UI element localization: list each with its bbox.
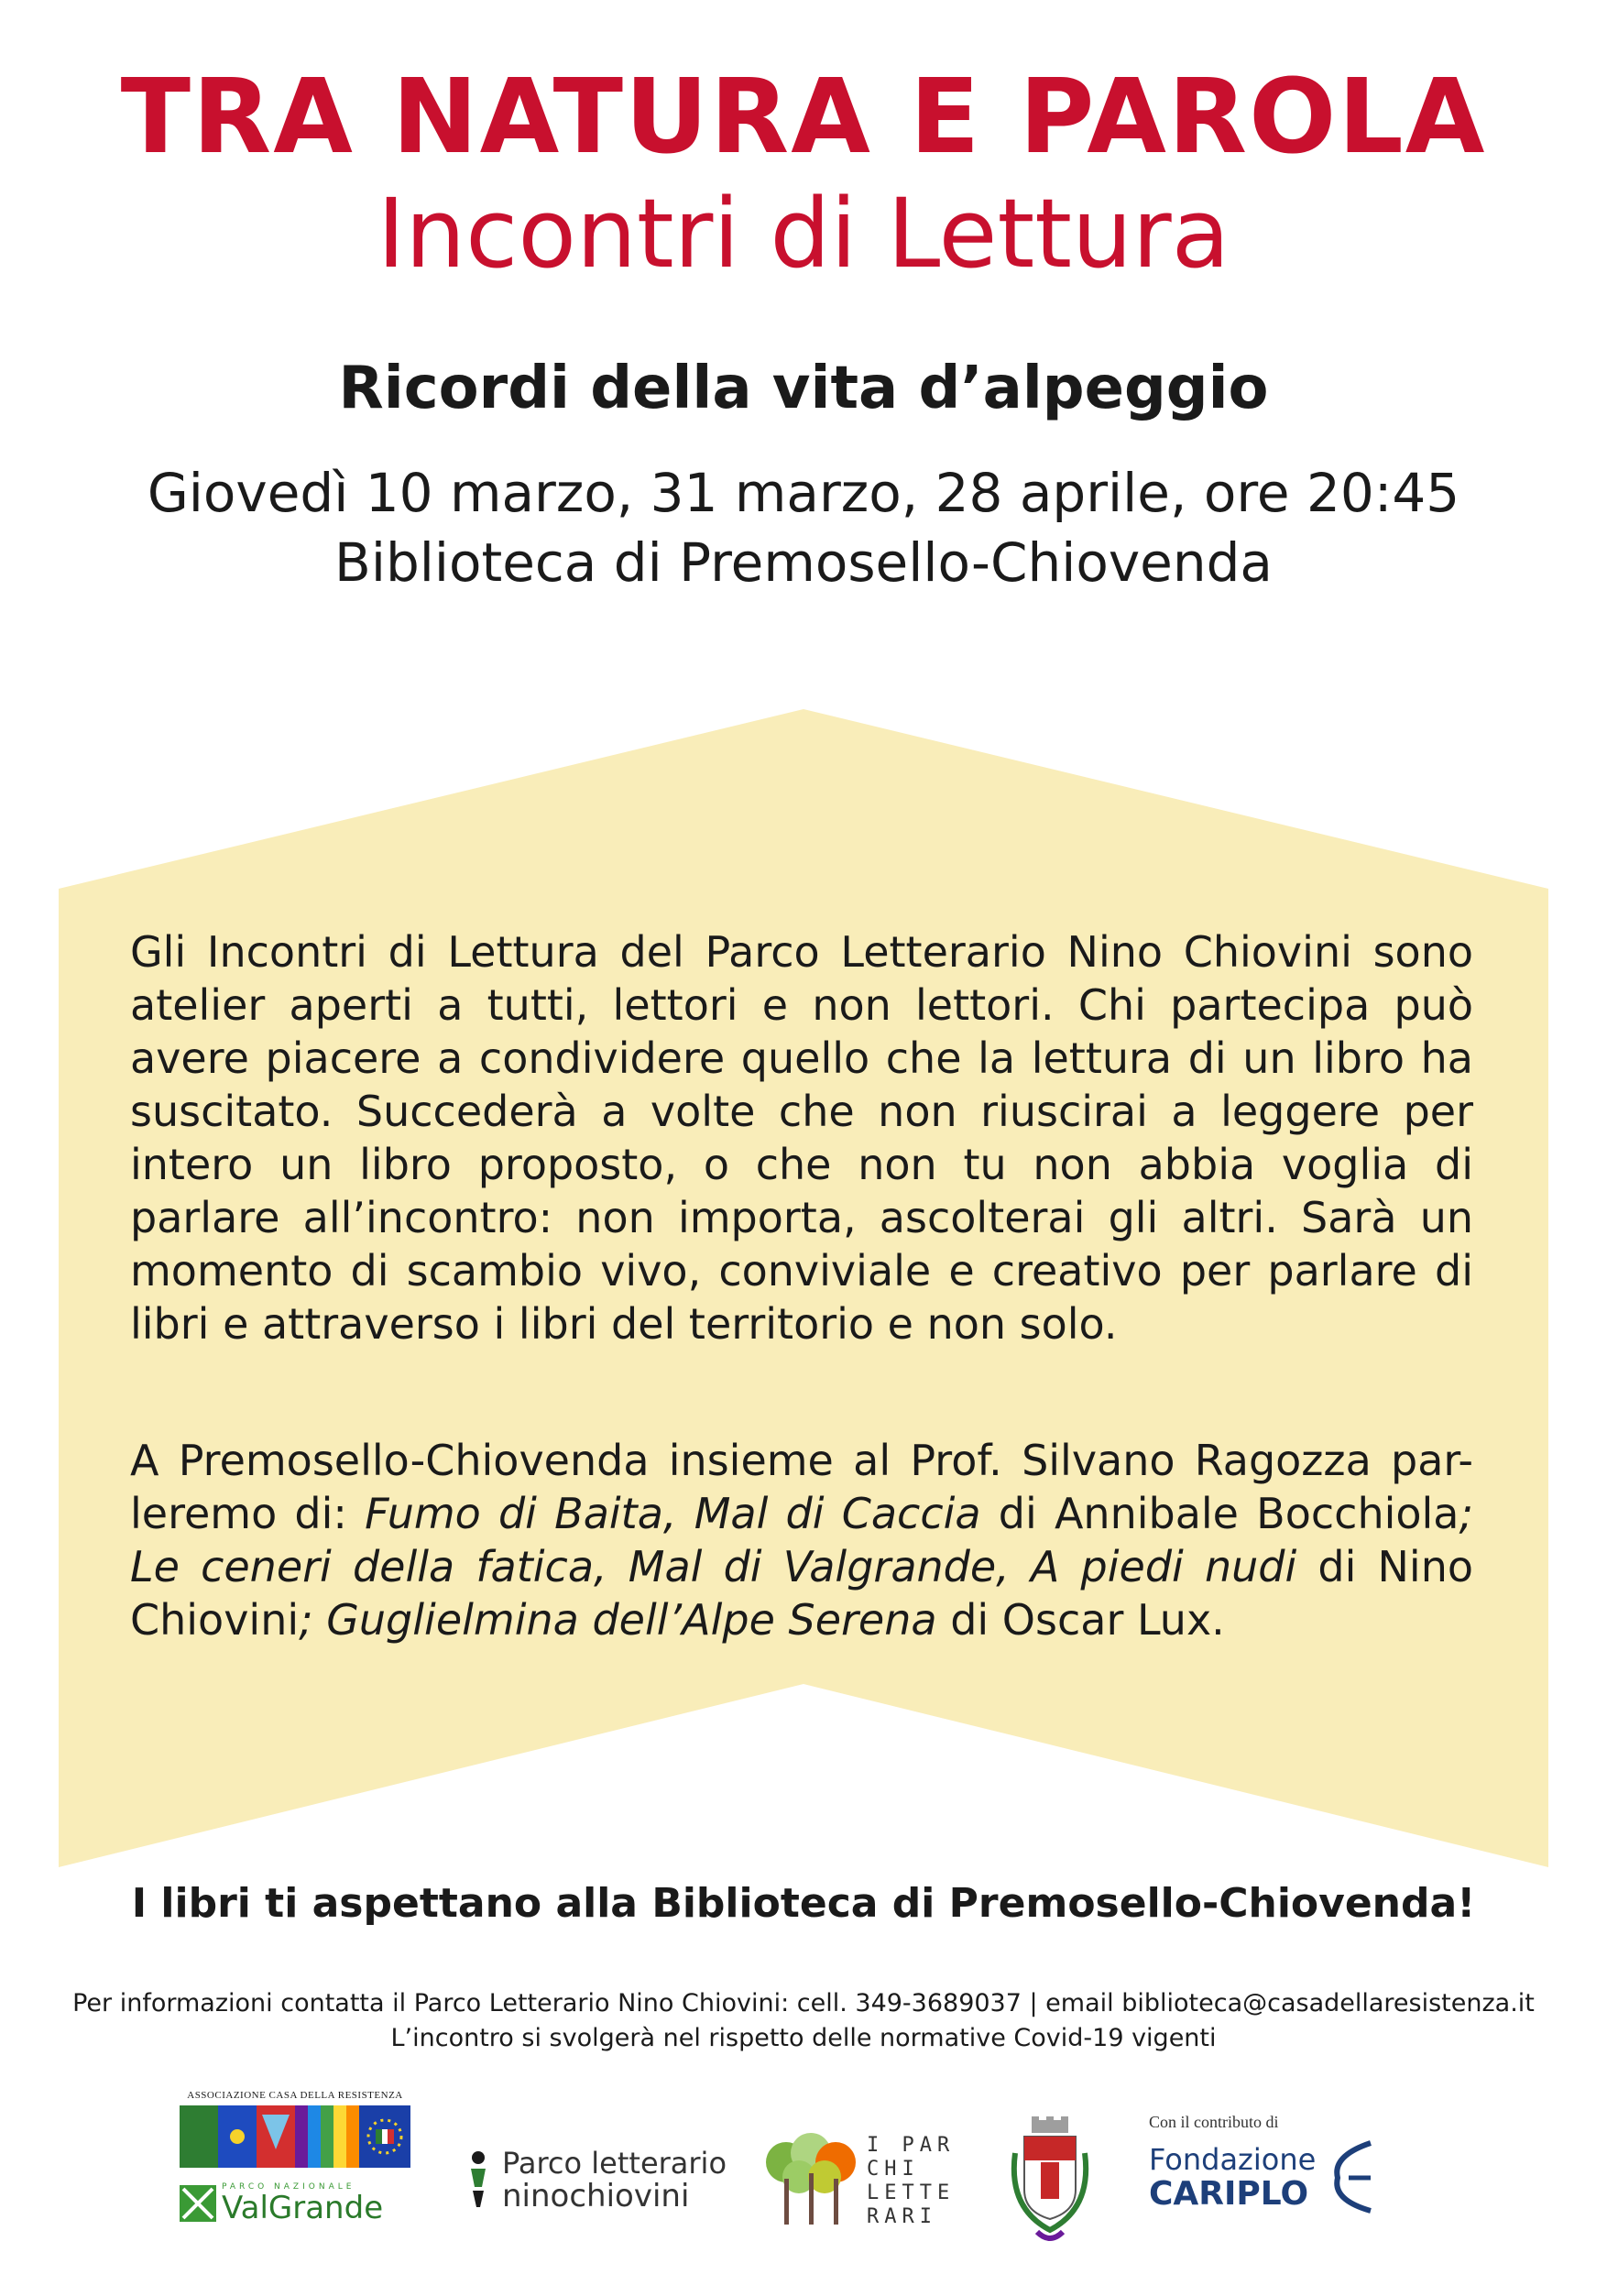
parchi-line-3: LETTE	[867, 2181, 956, 2204]
book-title: ; Le ceneri della fatica, Mal di Valgrande, A piedi nudi	[130, 1489, 1473, 1591]
parco-nazionale-label: PARCO NAZIONALE	[222, 2182, 355, 2192]
event-dates: Giovedì 10 marzo, 31 marzo, 28 aprile, ore 20:45	[147, 462, 1460, 524]
parchi-line-1: I PAR	[867, 2134, 956, 2157]
event-title: Ricordi della vita d’alpeggio	[338, 355, 1269, 422]
call-to-action: I libri ti aspettano alla Biblioteca di Premosello-Chiovenda!	[131, 1880, 1476, 1927]
main-subtitle: Incontri di Lettura	[377, 178, 1230, 290]
books-paragraph	[130, 1434, 1473, 1646]
book-title: Fumo di Baita, Mal di Caccia	[365, 1489, 981, 1538]
valgrande-label: ValGrande	[222, 2190, 384, 2226]
pen-figure-icon	[462, 2150, 495, 2209]
book-author: di Annibale Bocchiola	[980, 1489, 1459, 1538]
casa-resistenza-logo	[180, 2089, 410, 2263]
nino-chiovini-label: ninochiovini	[502, 2178, 690, 2214]
book-author: di Nino Chiovini	[130, 1542, 1473, 1645]
description-paragraph: Gli Incontri di Lettura del Parco Letterario Nino Chiovini sono atelier aperti a tutti, lettori e non lettori. Chi partecipa può avere piacere a condividere quello che la lettura di un libro ha suscitato. Succederà a volte che non riuscirai a leggere per intero un libro proposto, o che non tu non abbia voglia di parlare all’incontro: non importa, ascolterai gli altri. Sarà un momento di scambio vivo, conviviale e creativo per parlare di libri e attraverso i libri del territorio e non solo.	[130, 927, 1473, 1349]
cariplo-c-icon	[1328, 2137, 1376, 2216]
flags-icon	[180, 2105, 410, 2168]
cariplo-logo	[1149, 2113, 1387, 2232]
parchi-letterari-logo	[760, 2131, 971, 2232]
books-intro: A Premosello-Chiovenda insieme al Prof. Silvano Ragozza par-leremo di:	[130, 1436, 1473, 1538]
parchi-line-2: CHI	[867, 2158, 920, 2181]
trees-icon	[760, 2131, 861, 2232]
fondazione-label: Fondazione	[1149, 2142, 1317, 2177]
covid-notice: L’incontro si svolgerà nel rispetto delle normative Covid-19 vigenti	[390, 2024, 1217, 2052]
book-title: ; Guglielmina dell’Alpe Serena	[299, 1595, 937, 1645]
parchi-line-4: RARI	[867, 2205, 937, 2228]
comune-crest-logo	[1004, 2116, 1096, 2254]
parco-letterario-logo	[462, 2148, 737, 2212]
parco-letterario-label: Parco letterario	[502, 2146, 727, 2181]
valgrande-logo	[180, 2182, 410, 2225]
contact-info: Per informazioni contatta il Parco Letterario Nino Chiovini: cell. 349-3689037 | email biblioteca@casadellaresistenza.it	[72, 1989, 1535, 2017]
cariplo-label: CARIPLO	[1149, 2175, 1309, 2213]
main-title: TRA NATURA E PAROLA	[120, 58, 1487, 177]
event-place: Biblioteca di Premosello-Chiovenda	[334, 531, 1273, 594]
valgrande-icon	[180, 2185, 216, 2222]
book-author: di Oscar Lux.	[936, 1595, 1225, 1645]
cariplo-contribution-label: Con il contributo di	[1149, 2113, 1279, 2131]
casa-resistenza-label: ASSOCIAZIONE CASA DELLA RESISTENZA	[187, 2090, 403, 2101]
crest-icon	[1004, 2116, 1096, 2254]
